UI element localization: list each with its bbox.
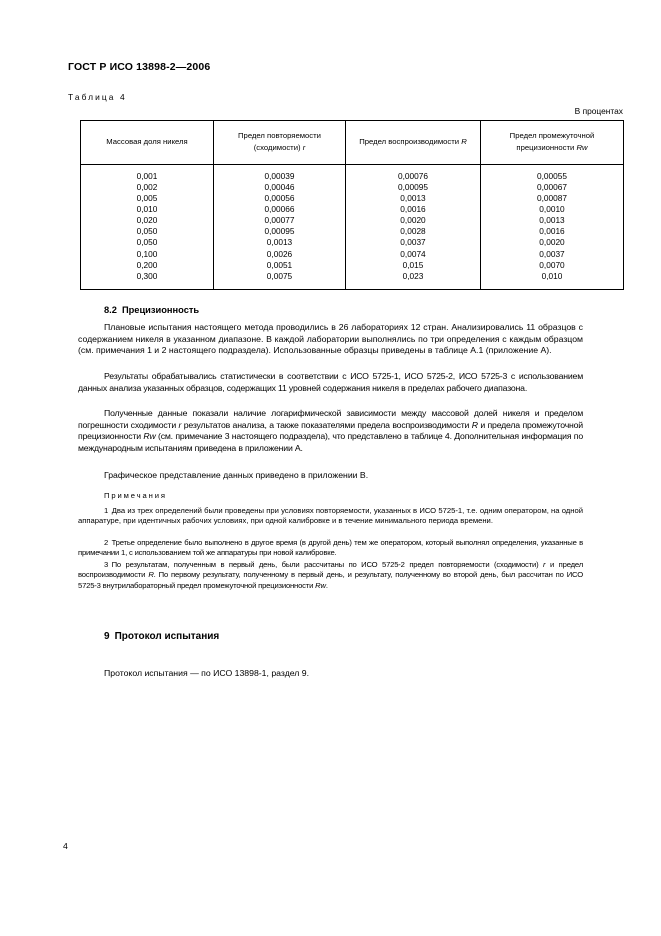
table-cell: 0,0075 (214, 271, 346, 290)
table-cell: 0,0020 (539, 237, 565, 248)
section-8-2-paragraph-3 (78, 408, 583, 455)
table-cell: 0,001 (81, 164, 214, 182)
symbol-R: R (461, 136, 467, 146)
table-cell: 0,00055 (537, 170, 567, 181)
table-cell: 0,010 (81, 204, 214, 215)
table-caption: Таблица 4 (68, 92, 127, 102)
table-row (81, 237, 624, 248)
paragraph-text: Графическое представление данных приведено в приложении В. (104, 470, 369, 480)
note-number: 3 (104, 560, 109, 569)
note-item-3 (78, 560, 583, 591)
note-text (78, 506, 583, 527)
table-cell: 0,00095 (214, 226, 346, 237)
table-cell: 0,00087 (537, 193, 567, 204)
table-header (81, 121, 624, 165)
column-header-line2: прецизионности (516, 142, 577, 152)
table-cell: 0,00067 (537, 181, 567, 192)
column-header-reproducibility-limit (346, 121, 481, 165)
column-header-repeatability-limit (214, 121, 346, 165)
notes-heading: Примечания (104, 491, 167, 500)
table-units-note: В процентах (574, 106, 623, 116)
note-part-a: По результатам, полученным в первый день, были рассчитаны по ИСО 5725-2 предел повторяемости (сходимости) (111, 560, 544, 569)
note-text (78, 538, 583, 559)
table-row (81, 193, 624, 204)
note-part-c: . По первому результату, полученному в первый день, и результату, полученному во второй день, был рассчитан по ИСО 5725-3 внутрилабораторный предел промежуточной прецизионности (78, 570, 583, 590)
table-cell: 0,0028 (346, 226, 481, 237)
section-9-paragraph-1 (78, 668, 583, 680)
column-header-text: Предел воспроизводимости (359, 136, 462, 146)
note-text (78, 560, 583, 591)
table-cell: 0,00046 (214, 182, 346, 193)
precision-table (80, 120, 624, 290)
table-cell: 0,0037 (539, 248, 565, 259)
standard-header: ГОСТ Р ИСО 13898-2—2006 (68, 61, 211, 73)
table-cell: 0,020 (81, 215, 214, 226)
table-cell: 0,0074 (346, 249, 481, 260)
table-row (81, 260, 624, 271)
note-body: Два из трех определений были проведены при условиях повторяемости, указанных в ИСО 5725-1, т.е. одним оператором, на одной аппаратуре, при идентичных рабочих условиях, при одной калибровке и в течение минимального периода времени. (78, 506, 583, 526)
table-cell: 0,0020 (346, 215, 481, 226)
table-row (81, 249, 624, 260)
paragraph-text: Протокол испытания — по ИСО 13898-1, раздел 9. (104, 668, 310, 678)
section-number: 9 (104, 631, 110, 642)
symbol-r: r (178, 419, 182, 430)
table-cell: 0,0013 (346, 193, 481, 204)
note-number: 1 (104, 506, 109, 515)
paragraph-text: Результаты обрабатывались статистически в соответствии с ИСО 5725-1, ИСО 5725-2, ИСО 5725-3 с использованием данных анализа указанных образцов, содержащих 11 уровней содержания никеля в пределах рабочего диапазона. (78, 371, 583, 393)
table-row (81, 164, 624, 182)
table-cell: 0,023 (346, 271, 481, 290)
table-cell: 0,00077 (214, 215, 346, 226)
table-cell: 0,00095 (346, 182, 481, 193)
section-title: Протокол испытания (114, 631, 220, 642)
table-cell: 0,0070 (539, 259, 565, 270)
table-cell: 0,00039 (214, 164, 346, 182)
table-cell: 0,0013 (214, 237, 346, 248)
note-body: Третье определение было выполнено в другое время (в другой день) тем же оператором, который выполнял определения, указанные в примечании 1, с использованием той же аппаратуры при новой калибровке. (78, 538, 583, 558)
text-part-d: (см. примечание 3 настоящего подраздела), что представлено в таблице 4. Дополнительная информация по международным испытаниям приведена в приложении А. (78, 431, 583, 454)
table-row (81, 182, 624, 193)
note-item-2 (78, 538, 583, 559)
symbol-Rw: Rw (315, 580, 326, 590)
table-row (81, 271, 624, 290)
table-cell: 0,0013 (539, 215, 565, 226)
text-part-a: Полученные данные показали наличие логарифмической зависимости между массовой долей никеля и пределом погрешности сходимости (78, 408, 583, 430)
table-cell: 0,0051 (214, 260, 346, 271)
section-heading-8-2 (104, 305, 199, 315)
table-cell: 0,00076 (346, 164, 481, 182)
table-cell: 0,002 (81, 182, 214, 193)
table-cell: 0,0026 (214, 249, 346, 260)
symbol-Rw: Rw (143, 431, 156, 442)
table-cell: 0,100 (81, 249, 214, 260)
table-cell: 0,0016 (539, 226, 565, 237)
section-8-2-paragraph-4 (78, 470, 583, 482)
text-part-b: результатов анализа, а также показателями предела воспроизводимости (181, 419, 472, 430)
symbol-R: R (471, 419, 478, 430)
table-row (81, 226, 624, 237)
table-cell: 0,200 (81, 260, 214, 271)
table-cell: 0,015 (346, 260, 481, 271)
section-title: Прецизионность (121, 305, 200, 315)
symbol-r: r (543, 560, 546, 569)
column-header-text: Массовая доля никеля (106, 136, 188, 146)
column-header-intermediate-precision-limit (481, 121, 624, 165)
text-part-c: и предела промежуточной прецизионности (78, 419, 583, 442)
paragraph-text (78, 408, 583, 455)
paragraph-text: Плановые испытания настоящего метода проводились в 26 лабораториях 12 стран. Анализировались 11 образцов с содержанием никеля в указанном диапазоне. В каждой лаборатории выполнялись по три определения с каждым образцом (см. примечания 1 и 2 настоящего подраздела). Использованные образцы приведены в таблице А.1 (приложение А). (78, 322, 583, 356)
table-header-row (81, 121, 624, 165)
note-part-d: . (325, 580, 328, 590)
table-cell: 0,0010 (539, 204, 565, 215)
column-header-mass-fraction (81, 121, 214, 165)
column-header-line2: (сходимости) (253, 142, 303, 152)
table-cell: 0,050 (81, 237, 214, 248)
note-item-1 (78, 506, 583, 527)
table-row (81, 204, 624, 215)
table-cell: 0,0037 (346, 237, 481, 248)
note-number: 2 (104, 538, 109, 547)
section-number: 8.2 (104, 305, 117, 315)
table-cell: 0,050 (81, 226, 214, 237)
column-header-line1: Предел повторяемости (238, 131, 321, 140)
column-header-line1: Предел промежуточной (509, 131, 595, 140)
table-cell: 0,005 (81, 193, 214, 204)
symbol-r: r (302, 142, 306, 152)
section-8-2-paragraph-2 (78, 371, 583, 394)
precision-table-wrapper (80, 120, 623, 290)
table-cell: 0,010 (541, 270, 563, 281)
note-part-b: и предел воспроизводимости (78, 560, 583, 580)
symbol-Rw: Rw (576, 142, 588, 152)
table-cell: 0,00056 (214, 193, 346, 204)
table-body (81, 164, 624, 289)
table-cell: 0,00066 (214, 204, 346, 215)
page-number: 4 (63, 841, 68, 851)
symbol-R: R (148, 570, 154, 580)
section-8-2-paragraph-1 (78, 322, 583, 357)
table-row (81, 215, 624, 226)
table-cell: 0,300 (81, 271, 214, 290)
section-heading-9 (104, 631, 219, 642)
table-cell: 0,0016 (346, 204, 481, 215)
